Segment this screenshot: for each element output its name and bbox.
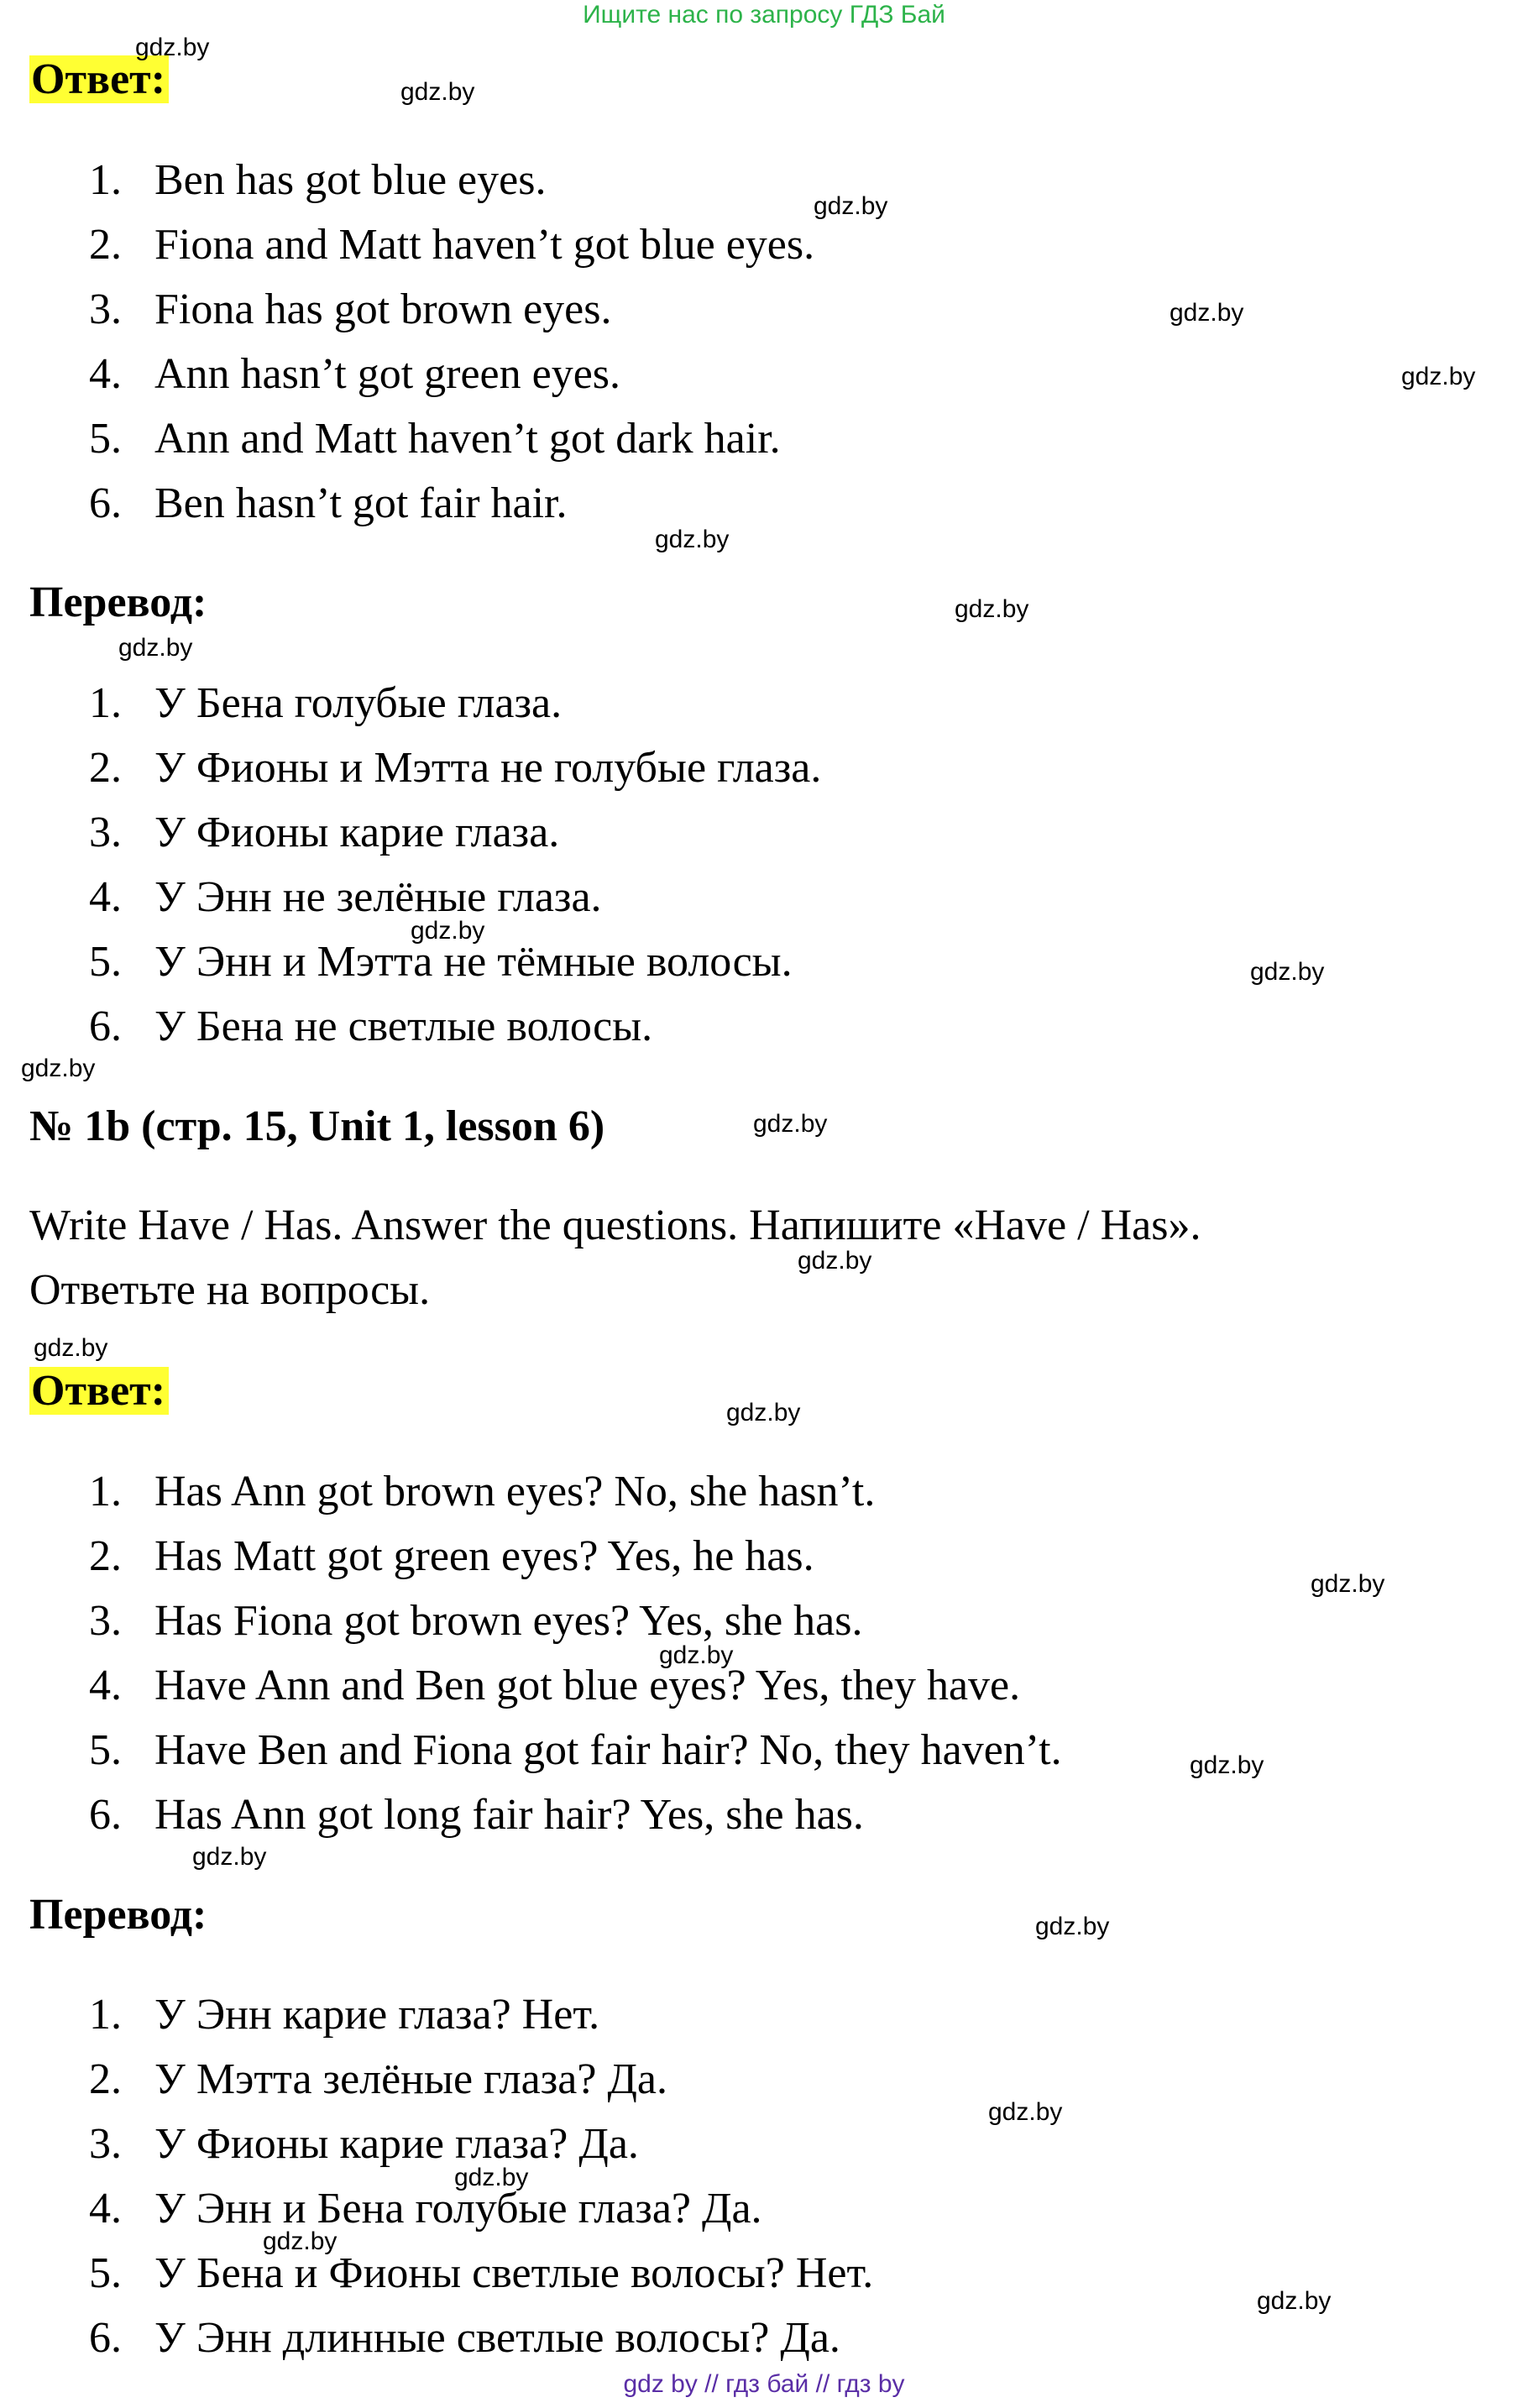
list-item-number: 6. xyxy=(89,1791,122,1839)
list-item xyxy=(89,412,781,466)
list-item-number: 1. xyxy=(89,1991,122,2039)
list-item-text: У Фионы карие глаза? Да. xyxy=(154,2120,639,2168)
list-item-number: 6. xyxy=(89,479,122,527)
list-item-number: 1. xyxy=(89,156,122,204)
list-item-text: Has Fiona got brown eyes? Yes, she has. xyxy=(154,1597,863,1645)
list-item-number: 3. xyxy=(89,2120,122,2168)
watermark: gdz.by xyxy=(34,1334,108,1362)
watermark: gdz.by xyxy=(400,78,475,106)
list-item xyxy=(89,283,611,337)
watermark: gdz.by xyxy=(659,1641,734,1669)
list-item xyxy=(89,2247,873,2301)
watermark: gdz.by xyxy=(1035,1913,1110,1940)
answer-heading-highlight: Ответ: xyxy=(29,55,169,103)
list-item-text: У Мэтта зелёные глаза? Да. xyxy=(154,2055,667,2103)
list-item-number: 2. xyxy=(89,744,122,792)
watermark: gdz.by xyxy=(726,1399,801,1426)
list-item xyxy=(89,1594,862,1648)
watermark: gdz.by xyxy=(1401,363,1476,390)
list-item-number: 2. xyxy=(89,221,122,269)
list-item-number: 4. xyxy=(89,873,122,921)
list-item-number: 1. xyxy=(89,679,122,727)
watermark: gdz.by xyxy=(655,526,730,553)
list-item xyxy=(89,677,562,730)
list-item-text: У Бена и Фионы светлые волосы? Нет. xyxy=(154,2249,874,2297)
list-item xyxy=(89,2117,639,2171)
watermark: gdz.by xyxy=(135,34,210,61)
list-item-text: Ben has got blue eyes. xyxy=(154,156,547,204)
watermark: gdz.by xyxy=(988,2098,1063,2126)
exercise-title: № 1b (стр. 15, Unit 1, lesson 6) xyxy=(29,1102,605,1150)
list-item-number: 5. xyxy=(89,2249,122,2297)
watermark: gdz.by xyxy=(753,1110,828,1138)
watermark: gdz.by xyxy=(411,917,485,945)
list-item-text: У Энн не зелёные глаза. xyxy=(154,873,602,921)
list-item xyxy=(89,741,821,795)
list-item xyxy=(89,477,568,531)
watermark: gdz.by xyxy=(1170,299,1244,327)
list-item-text: У Энн карие глаза? Нет. xyxy=(154,1991,600,2039)
list-item xyxy=(89,154,546,207)
list-item-number: 6. xyxy=(89,2314,122,2362)
list-item-number: 5. xyxy=(89,938,122,986)
watermark: gdz.by xyxy=(118,634,193,662)
list-item-number: 2. xyxy=(89,2055,122,2103)
list-item-text: Have Ann and Ben got blue eyes? Yes, they have. xyxy=(154,1662,1021,1709)
list-item xyxy=(89,1465,875,1519)
list-item xyxy=(89,871,602,924)
list-item-text: У Энн и Бена голубые глаза? Да. xyxy=(154,2185,762,2233)
watermark: gdz.by xyxy=(1257,2287,1332,2315)
watermark: gdz.by xyxy=(1250,958,1325,986)
list-item-text: Fiona has got brown eyes. xyxy=(154,285,612,333)
list-item-number: 4. xyxy=(89,2185,122,2233)
watermark: gdz.by xyxy=(798,1247,872,1275)
watermark: gdz.by xyxy=(1190,1751,1264,1779)
list-item-number: 3. xyxy=(89,1597,122,1645)
list-item-text: У Фионы карие глаза. xyxy=(154,809,560,856)
list-item xyxy=(89,1530,814,1584)
list-item-text: Fiona and Matt haven’t got blue eyes. xyxy=(154,221,815,269)
list-item xyxy=(89,806,559,860)
list-item-number: 4. xyxy=(89,350,122,398)
list-item-text: Ann hasn’t got green eyes. xyxy=(154,350,621,398)
list-item-text: У Бена голубые глаза. xyxy=(154,679,563,727)
list-item-text: Ann and Matt haven’t got dark hair. xyxy=(154,415,781,463)
list-item-number: 5. xyxy=(89,415,122,463)
list-item-text: У Фионы и Мэтта не голубые глаза. xyxy=(154,744,822,792)
translation-heading-2: Перевод: xyxy=(29,1891,207,1939)
footer-watermark: gdz by // гдз бай // гдз by xyxy=(623,2370,905,2398)
list-item xyxy=(89,2311,840,2365)
list-item xyxy=(89,1724,1062,1777)
answer-heading-highlight: Ответ: xyxy=(29,1367,169,1415)
list-item-text: Ben hasn’t got fair hair. xyxy=(154,479,568,527)
list-item-text: Has Ann got brown eyes? No, she hasn’t. xyxy=(154,1468,876,1515)
list-item-number: 3. xyxy=(89,285,122,333)
exercise-instruction: Write Have / Has. Answer the questions. Напишите «Have / Has». xyxy=(29,1201,1201,1249)
list-item xyxy=(89,1788,864,1842)
list-item xyxy=(89,348,620,401)
search-banner: Ищите нас по запросу ГДЗ Бай xyxy=(583,1,945,29)
watermark: gdz.by xyxy=(1311,1570,1385,1598)
watermark: gdz.by xyxy=(192,1843,267,1871)
list-item-number: 5. xyxy=(89,1726,122,1774)
list-item-text: У Энн длинные светлые волосы? Да. xyxy=(154,2314,840,2362)
list-item-text: Has Ann got long fair hair? Yes, she has. xyxy=(154,1791,864,1839)
list-item xyxy=(89,1000,652,1054)
list-item xyxy=(89,1659,1020,1713)
list-item-text: Have Ben and Fiona got fair hair? No, they haven’t. xyxy=(154,1726,1062,1774)
watermark: gdz.by xyxy=(955,595,1029,623)
answer-heading-2 xyxy=(29,1364,169,1418)
list-item-text: У Энн и Мэтта не тёмные волосы. xyxy=(154,938,793,986)
watermark: gdz.by xyxy=(21,1055,96,1082)
list-item-number: 2. xyxy=(89,1532,122,1580)
watermark: gdz.by xyxy=(814,192,888,220)
watermark: gdz.by xyxy=(454,2164,529,2191)
list-item-text: Has Matt got green eyes? Yes, he has. xyxy=(154,1532,814,1580)
list-item xyxy=(89,2053,667,2107)
list-item-number: 1. xyxy=(89,1468,122,1515)
list-item xyxy=(89,1988,599,2042)
list-item-text: У Бена не светлые волосы. xyxy=(154,1002,653,1050)
translation-heading-1: Перевод: xyxy=(29,578,207,626)
list-item-number: 3. xyxy=(89,809,122,856)
watermark: gdz.by xyxy=(263,2227,338,2255)
list-item xyxy=(89,2182,762,2236)
list-item-number: 6. xyxy=(89,1002,122,1050)
list-item-number: 4. xyxy=(89,1662,122,1709)
list-item xyxy=(89,218,814,272)
exercise-instruction: Ответьте на вопросы. xyxy=(29,1266,431,1314)
